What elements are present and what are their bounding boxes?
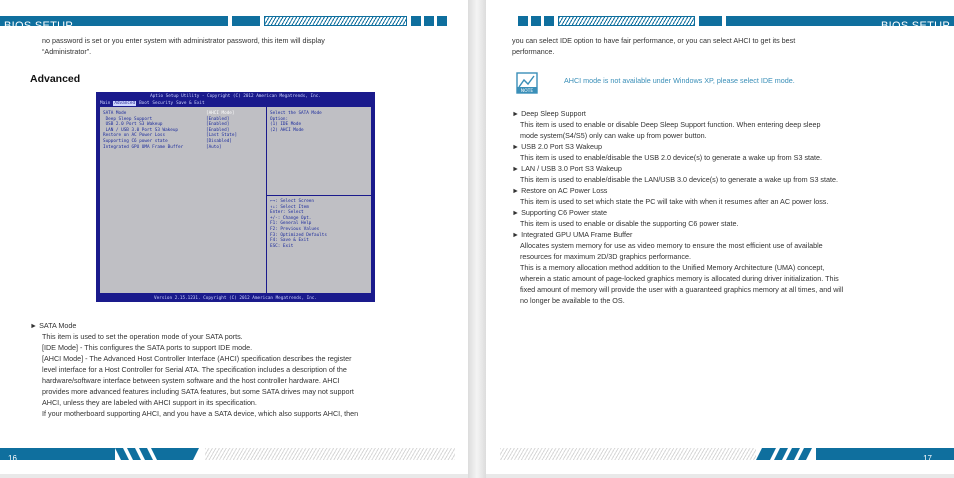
bios-help-line: (2) AHCI Mode bbox=[270, 127, 304, 133]
bios-menu-item: Boot bbox=[139, 101, 150, 106]
body-line: hardware/software interface between system software and the host controller hardware. AHCI bbox=[42, 376, 340, 385]
bios-key-line: ←→: Select Screen bbox=[270, 199, 314, 204]
right-header-bar bbox=[726, 16, 954, 32]
bios-value: [Enabled] bbox=[206, 127, 230, 133]
left-footer-bar bbox=[0, 448, 115, 463]
bios-item: SATA Mode bbox=[103, 111, 127, 116]
body-line: you can select IDE option to have fair performance, or you can select AHCI to get its best bbox=[512, 36, 796, 45]
bios-value: [AHCI Mode] bbox=[206, 111, 235, 116]
item-title: ► Supporting C6 Power state bbox=[512, 208, 608, 217]
bios-value: [Disabled] bbox=[206, 138, 232, 144]
bios-key-line: F3: Optimized Defaults bbox=[270, 232, 327, 238]
book-spine bbox=[468, 0, 486, 478]
note-text: AHCI mode is not available under Windows XP, please select IDE mode. bbox=[564, 76, 795, 85]
intro-line: no password is set or you enter system with administrator password, this item will display bbox=[42, 36, 325, 45]
body-line: This item is used to enable/disable the LAN/USB 3.0 device(s) to generate a wake up from S3 state. bbox=[520, 175, 839, 184]
bios-menu-item-active: Advanced bbox=[114, 101, 136, 106]
bios-key-line: F4: Save & Exit bbox=[270, 238, 309, 244]
header-square bbox=[518, 16, 528, 26]
header-square bbox=[437, 16, 447, 26]
bios-item: Restore on AC Power Loss bbox=[103, 133, 166, 139]
item-title: ► Integrated GPU UMA Frame Buffer bbox=[512, 230, 633, 239]
body-line: mode system(S4/S5) only can wake up from power button. bbox=[520, 131, 707, 140]
bios-item: LAN / USB 3.0 Port S3 Wakeup bbox=[103, 127, 179, 133]
header-hatch bbox=[558, 16, 695, 26]
body-line: If your motherboard supporting AHCI, and you have a SATA device, which also supports AHCI, then bbox=[42, 409, 359, 418]
header-block bbox=[699, 16, 722, 26]
bios-key-line: Enter: Select bbox=[270, 210, 304, 216]
section-heading: Advanced bbox=[30, 73, 81, 85]
item-title: ► Restore on AC Power Loss bbox=[512, 186, 608, 195]
bios-values bbox=[206, 111, 237, 150]
intro-line: “Administrator”. bbox=[42, 47, 92, 56]
right-page bbox=[486, 0, 954, 474]
bios-menu-item: Security bbox=[152, 101, 174, 106]
left-header-bar bbox=[0, 16, 228, 32]
body-line: performance. bbox=[512, 47, 555, 56]
body-line: This is a memory allocation method addition to the Unified Memory Architecture (UMA) concept, bbox=[520, 263, 825, 272]
bios-divider bbox=[267, 195, 371, 196]
body-line: This item is used to enable/disable the USB 2.0 device(s) to generate a wake up from S3 state. bbox=[520, 153, 823, 162]
header-square bbox=[531, 16, 541, 26]
footer-chevrons bbox=[756, 448, 816, 460]
header-square bbox=[424, 16, 434, 26]
footer-hatch bbox=[205, 448, 455, 460]
body-line: no longer be available to the OS. bbox=[520, 296, 625, 305]
body-line: This item is used to enable or disable Deep Sleep Support function. When entering deep sleep bbox=[520, 120, 821, 129]
bios-help bbox=[270, 111, 322, 133]
left-page bbox=[0, 0, 468, 474]
bios-key-line: +/-: Change Opt. bbox=[270, 215, 312, 221]
bios-key-line: F1: General Help bbox=[270, 221, 312, 227]
bios-footer: Version 2.15.1231. Copyright (C) 2012 American Megatrends, Inc. bbox=[154, 296, 317, 301]
footer-hatch bbox=[500, 448, 756, 460]
bios-help-line: (1) IDE Mode bbox=[270, 122, 302, 128]
header-hatch bbox=[264, 16, 407, 26]
bios-title: Aptio Setup Utility - Copyright (C) 2012 American Megatrends, Inc. bbox=[150, 94, 321, 99]
body-line: resources for maximum 2D/3D graphics performance. bbox=[520, 252, 691, 261]
bios-screenshot bbox=[96, 92, 375, 302]
body-line: fixed amount of memory will provide the user with a guaranteed graphics memory at all times, and will bbox=[520, 285, 844, 294]
bios-value: [Enabled] bbox=[206, 122, 230, 128]
bios-item: Deep Sleep Support bbox=[103, 116, 153, 122]
right-footer-bar bbox=[816, 448, 954, 463]
item-title: ► SATA Mode bbox=[30, 321, 77, 330]
bios-key-line: F2: Previous Values bbox=[270, 226, 320, 232]
body-line: wherein a static amount of page-locked graphics memory is allocated during driver initialization. This bbox=[520, 274, 839, 283]
bios-menu-item: Main bbox=[100, 101, 111, 106]
body-line: level interface for a Host Controller for Serial ATA. The specification includes a description of the bbox=[42, 365, 347, 374]
bios-value: [Auto] bbox=[206, 144, 222, 150]
bios-menu-item: Save & Exit bbox=[176, 101, 205, 106]
bios-value: [Last State] bbox=[206, 133, 238, 139]
body-line: AHCI, unless they are labeled with AHCI support in its specification. bbox=[42, 398, 257, 407]
bios-divider bbox=[266, 107, 267, 293]
bios-item: USB 2.0 Port S3 Wakeup bbox=[103, 122, 163, 128]
footer-chevrons bbox=[115, 448, 205, 460]
bios-key-line: ESC: Exit bbox=[270, 243, 294, 249]
body-line: This item is used to set the operation mode of your SATA ports. bbox=[42, 332, 243, 341]
body-line: [AHCI Mode] - The Advanced Host Controller Interface (AHCI) specification describes the register bbox=[42, 354, 352, 363]
bios-key-line: ↑↓: Select Item bbox=[270, 204, 309, 210]
left-header-title: BIOS SETUP bbox=[4, 20, 74, 32]
page-number: 16 bbox=[8, 454, 17, 463]
bios-items bbox=[103, 111, 183, 150]
note-label: NOTE bbox=[520, 89, 534, 94]
header-square bbox=[544, 16, 554, 26]
bios-item: Integrated GPU UMA Frame Buffer bbox=[103, 144, 184, 150]
body-line: [IDE Mode] - This configures the SATA ports to support IDE mode. bbox=[42, 343, 253, 352]
body-line: Allocates system memory for use as video memory to ensure the most efficient use of available bbox=[520, 241, 823, 250]
header-square bbox=[411, 16, 421, 26]
body-line: provides more advanced features including SATA features, but some SATA drives may not support bbox=[42, 387, 354, 396]
body-line: This item is used to set which state the PC will take with when it resumes after an AC power loss. bbox=[520, 197, 829, 206]
header-block bbox=[232, 16, 260, 26]
bios-help-line: Select the SATA Mode bbox=[270, 111, 322, 116]
bios-item: Supporting C6 power state bbox=[103, 138, 168, 144]
item-title: ► LAN / USB 3.0 Port S3 Wakeup bbox=[512, 164, 622, 173]
bios-help-line: Option: bbox=[270, 116, 289, 122]
item-title: ► Deep Sleep Support bbox=[512, 109, 586, 118]
bios-value: [Enabled] bbox=[206, 116, 230, 122]
bios-body bbox=[100, 107, 371, 293]
item-title: ► USB 2.0 Port S3 Wakeup bbox=[512, 142, 602, 151]
right-header-title: BIOS SETUP bbox=[880, 20, 950, 32]
note-icon bbox=[516, 72, 538, 94]
page-number: 17 bbox=[923, 454, 932, 463]
bios-menu bbox=[100, 101, 208, 106]
body-line: This item is used to enable or disable the supporting C6 power state. bbox=[520, 219, 739, 228]
bios-keys bbox=[270, 199, 327, 249]
